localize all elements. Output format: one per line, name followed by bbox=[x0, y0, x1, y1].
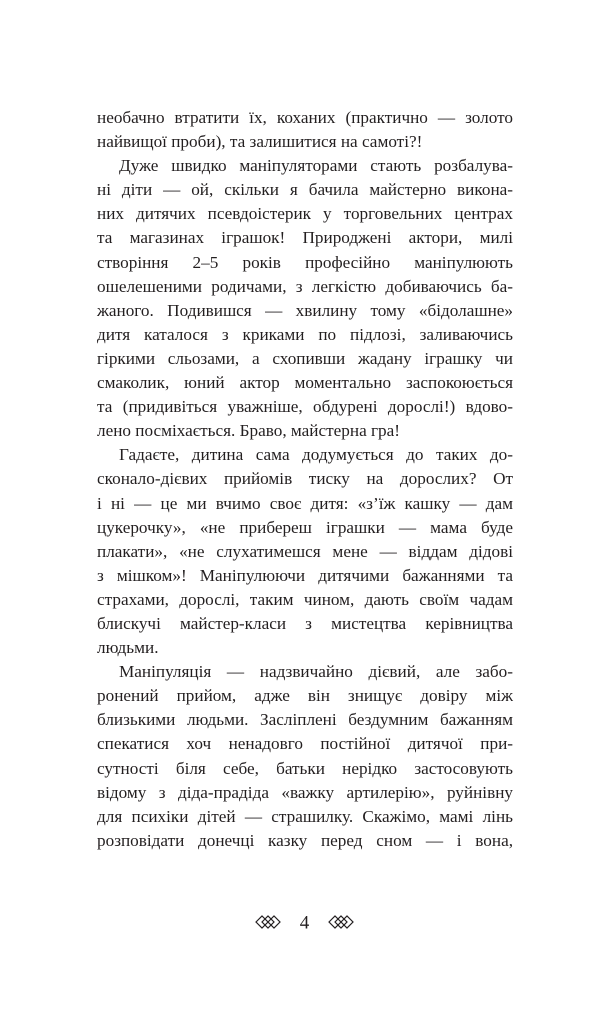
text-line: відому з діда-прадіда «важку артилерію», руйнівну bbox=[97, 782, 513, 802]
text-line: жаного. Подивишся — хвилину тому «бідолашне» bbox=[97, 300, 513, 320]
text-line: смаколик, юний актор моментально заспокоюється bbox=[97, 373, 513, 393]
text-line: та магазинах іграшок! Природжені актори, милі bbox=[97, 228, 513, 248]
page-number: 4 bbox=[299, 912, 310, 934]
text-line: Гадаєте, дитина сама додумується до таких до- bbox=[119, 445, 513, 465]
text-line: ошелешеними родичами, з легкістю добиваючись ба- bbox=[97, 276, 513, 296]
text-line: і ні — це ми вчимо своє дитя: «з’їж кашку — дам bbox=[97, 493, 513, 513]
text-line: Дуже швидко маніпуляторами стають розбалува- bbox=[119, 156, 513, 176]
text-line: сутності біля себе, батьки нерідко застосовують bbox=[97, 758, 513, 778]
text-line: лено посміхається. Браво, майстерна гра! bbox=[97, 421, 400, 441]
text-line: та (придивіться уважніше, обдурені дорослі!) вдово- bbox=[97, 397, 513, 417]
text-line: створіння 2–5 років професійно маніпулюють bbox=[97, 252, 513, 272]
text-line: для психіки дітей — страшилку. Скажімо, мамі лінь bbox=[97, 806, 513, 826]
text-line: близькими людьми. Засліплені бездумним бажанням bbox=[97, 710, 513, 730]
text-line: Маніпуляція — надзвичайно дієвий, але забо- bbox=[119, 662, 513, 682]
text-line: гіркими сльозами, а схопивши жадану іграшку чи bbox=[97, 348, 513, 368]
text-line: них дитячих псевдоістерик у торговельних центрах bbox=[97, 204, 513, 224]
text-line: з мішком»! Маніпулюючи дитячими бажаннями та bbox=[97, 565, 513, 585]
text-line: плакати», «не слухатимешся мене — віддам дідові bbox=[97, 541, 513, 561]
ornament-right-icon bbox=[328, 913, 354, 935]
text-line: блискучі майстер-класи з мистецтва керівництва bbox=[97, 613, 513, 633]
ornament-left-icon bbox=[255, 913, 281, 935]
text-line: розповідати донечці казку перед сном — і вона, bbox=[97, 830, 513, 850]
body-text bbox=[97, 106, 513, 853]
text-line: ронений прийом, адже він знищує довіру між bbox=[97, 686, 513, 706]
page-footer bbox=[0, 912, 609, 935]
text-line: дитя каталося з криками по підлозі, заливаючись bbox=[97, 324, 513, 344]
text-line: цукерочку», «не прибереш іграшки — мама буде bbox=[97, 517, 513, 537]
text-line: необачно втратити їх, коханих (практично — золото bbox=[97, 108, 513, 127]
text-line: найвищої проби), та залишитися на самоті?! bbox=[97, 132, 423, 152]
text-line: ні діти — ой, скільки я бачила майстерно викона- bbox=[97, 180, 513, 200]
text-line: страхами, дорослі, таким чином, дають своїм чадам bbox=[97, 589, 513, 609]
text-line: спекатися хоч ненадовго постійної дитячої при- bbox=[97, 734, 513, 754]
text-line: людьми. bbox=[97, 638, 159, 658]
text-line: сконало-дієвих прийомів тиску на дорослих? От bbox=[97, 469, 513, 489]
